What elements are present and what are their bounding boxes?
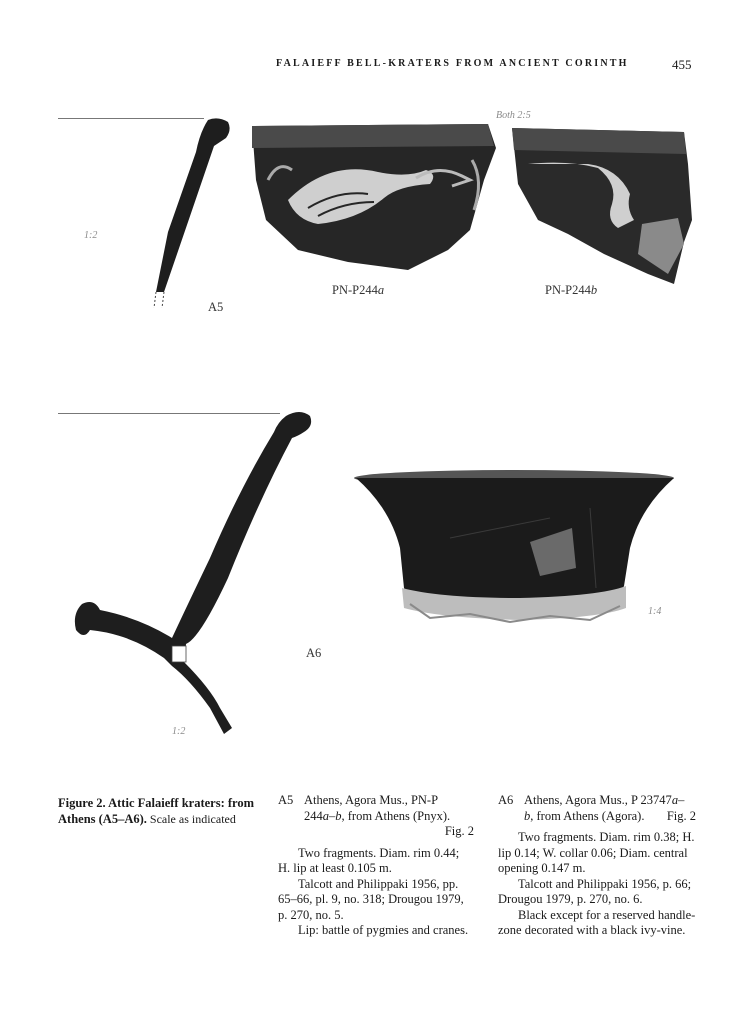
- figure-reference: Fig. 2: [444, 824, 474, 838]
- scale-label-a5-profile: 1:2: [84, 230, 98, 241]
- entry-paragraph: Talcott and Philippaki 1956, pp. 65–66, pl. 9, no. 318; Drougou 1979, p. 270, no. 5.: [278, 876, 464, 922]
- entry-title-line: Athens, Agora Mus., P 23747a–: [524, 793, 685, 807]
- page-number: 455: [672, 57, 692, 72]
- entry-title-line: 244a–b, from Athens (Pnyx).: [304, 808, 451, 823]
- catalogue-entry-a6: [498, 793, 696, 939]
- figure-reference: Fig. 2: [666, 808, 696, 823]
- entry-paragraph: Two fragments. Diam. rim 0.44; H. lip at least 0.105 m.: [278, 845, 460, 875]
- entry-paragraph: Talcott and Philippaki 1956, p. 66; Drougou 1979, p. 270, no. 6.: [498, 876, 692, 906]
- fragment-photo-b: [508, 124, 696, 292]
- profile-drawing-a6: [60, 408, 320, 738]
- entry-title-line: b, from Athens (Agora). Fig. 2: [524, 808, 696, 823]
- running-head: FALAIEFF BELL-KRATERS FROM ANCIENT CORINTH: [276, 58, 629, 69]
- entry-code: A6: [498, 793, 514, 807]
- figure-label-a6: A6: [306, 646, 322, 660]
- profile-drawing-a5: [140, 112, 240, 312]
- catalogue-entry-a5: [278, 793, 474, 939]
- figure-caption: Figure 2. Attic Falaieff kraters: from Athens (A5–A6). Scale as indicated: [58, 796, 255, 826]
- entry-paragraph: Black except for a reserved handle-zone decorated with a black ivy-vine.: [498, 907, 696, 937]
- entry-code: A5: [278, 793, 294, 807]
- photo-label-a: PN-P244a: [332, 283, 385, 297]
- figure-label-a5: A5: [208, 300, 224, 314]
- entry-title-line: Athens, Agora Mus., PN-P: [304, 793, 439, 807]
- scale-label-a5-photos: Both 2:5: [496, 110, 531, 121]
- entry-paragraph: Two fragments. Diam. rim 0.38; H. lip 0.14; W. collar 0.06; Diam. central opening 0.147 m.: [498, 830, 695, 875]
- scale-label-a6-profile: 1:2: [172, 726, 186, 737]
- fragment-photo-a: [248, 120, 500, 278]
- photo-label-b: PN-P244b: [545, 283, 598, 297]
- scale-label-a6-photo: 1:4: [648, 606, 662, 617]
- krater-photo-a6: [350, 468, 680, 624]
- entry-paragraph: Lip: battle of pygmies and cranes.: [298, 923, 469, 937]
